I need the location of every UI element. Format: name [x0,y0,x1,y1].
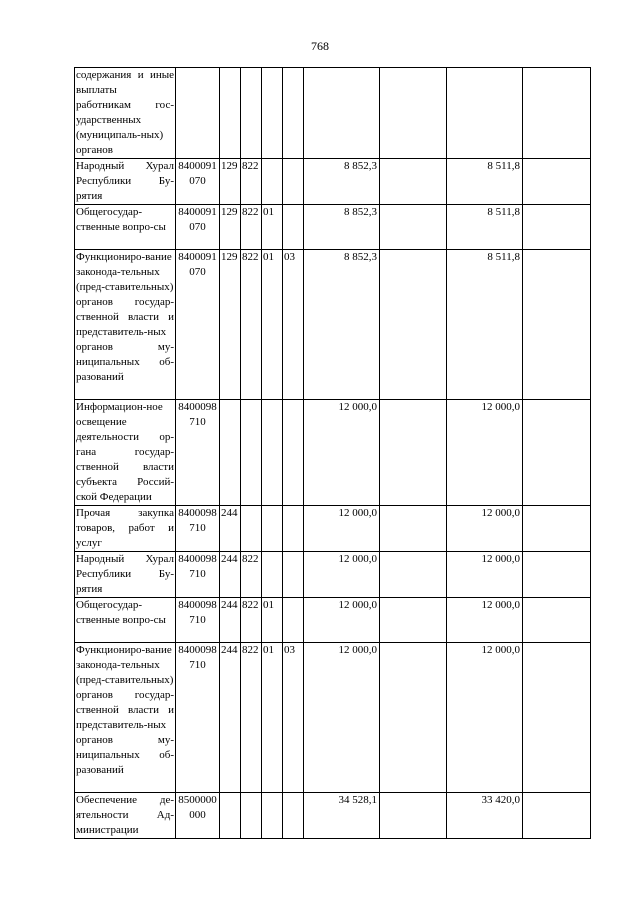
amount-1-cell: 8 852,3 [304,205,380,250]
amount-3-cell [523,598,591,643]
admin-code-cell: 822 [241,552,262,598]
amount-2-cell: 33 420,0 [447,793,523,839]
amount-2-cell: 8 511,8 [447,205,523,250]
expense-type-cell: 244 [220,643,241,793]
empty-cell [380,643,447,793]
amount-2-cell: 12 000,0 [447,643,523,793]
admin-code-cell [241,793,262,839]
section-cell [262,400,283,506]
empty-cell [380,250,447,400]
amount-1-cell: 12 000,0 [304,506,380,552]
section-cell: 01 [262,205,283,250]
amount-1-cell: 12 000,0 [304,643,380,793]
table-row [75,643,591,793]
table-row [75,205,591,250]
section-cell [262,506,283,552]
section-cell: 01 [262,643,283,793]
admin-code-cell: 822 [241,250,262,400]
section-cell: 01 [262,598,283,643]
amount-2-cell: 12 000,0 [447,552,523,598]
amount-2-cell: 12 000,0 [447,400,523,506]
row-name-cell: Обеспечение де-ятельности Ад-министрации [75,793,176,839]
expense-type-cell: 129 [220,205,241,250]
empty-cell [380,159,447,205]
subsection-cell [283,159,304,205]
table-row [75,400,591,506]
expense-type-cell [220,793,241,839]
admin-code-cell [241,506,262,552]
target-article-cell: 8400098710 [176,552,220,598]
amount-3-cell [523,159,591,205]
table-row [75,552,591,598]
row-name-cell: Функциониро-вание законода-тельных (пред-ставительных) органов государ-ственной власти и представитель-ных органов му-ниципальных об-разований [75,643,176,793]
table-body [75,68,591,839]
expense-type-cell: 244 [220,506,241,552]
section-cell [262,793,283,839]
subsection-cell: 03 [283,643,304,793]
row-name-cell: Функциониро-вание законода-тельных (пред-ставительных) органов государ-ственной власти и представитель-ных органов му-ниципальных об-разований [75,250,176,400]
row-name-cell: содержания и иные выплаты работникам гос-ударственных (муниципаль-ных) органов [75,68,176,159]
empty-cell [380,598,447,643]
subsection-cell [283,793,304,839]
amount-1-cell: 12 000,0 [304,598,380,643]
expense-type-cell [220,68,241,159]
empty-cell [380,68,447,159]
expense-type-cell: 244 [220,552,241,598]
amount-2-cell [447,68,523,159]
target-article-cell [176,68,220,159]
target-article-cell: 8400091070 [176,159,220,205]
amount-2-cell: 12 000,0 [447,506,523,552]
target-article-cell: 8400091070 [176,250,220,400]
amount-1-cell: 12 000,0 [304,552,380,598]
subsection-cell [283,68,304,159]
table-row [75,598,591,643]
section-cell [262,552,283,598]
page-number: 768 [311,39,329,53]
row-name-cell: Народный Хурал Республики Бу-рятия [75,159,176,205]
section-cell [262,159,283,205]
amount-1-cell: 8 852,3 [304,250,380,400]
row-name-cell: Прочая закупка товаров, работ и услуг [75,506,176,552]
amount-3-cell [523,643,591,793]
target-article-cell: 8400098710 [176,400,220,506]
target-article-cell: 8400091070 [176,205,220,250]
subsection-cell [283,506,304,552]
budget-table [74,67,591,839]
empty-cell [380,400,447,506]
amount-3-cell [523,205,591,250]
empty-cell [380,793,447,839]
admin-code-cell [241,68,262,159]
amount-3-cell [523,68,591,159]
target-article-cell: 8400098710 [176,598,220,643]
amount-2-cell: 8 511,8 [447,159,523,205]
admin-code-cell: 822 [241,205,262,250]
row-name-cell: Народный Хурал Республики Бу-рятия [75,552,176,598]
expense-type-cell: 129 [220,250,241,400]
table-row [75,506,591,552]
table-row [75,68,591,159]
amount-3-cell [523,793,591,839]
expense-type-cell [220,400,241,506]
empty-cell [380,205,447,250]
subsection-cell: 03 [283,250,304,400]
target-article-cell: 8500000000 [176,793,220,839]
row-name-cell: Общегосудар-ственные вопро-сы [75,598,176,643]
amount-3-cell [523,506,591,552]
admin-code-cell: 822 [241,598,262,643]
amount-1-cell [304,68,380,159]
row-name-cell: Информацион-ное освещение деятельности ор-гана государ-ственной власти субъекта Россий-ской Федерации [75,400,176,506]
amount-1-cell: 8 852,3 [304,159,380,205]
subsection-cell [283,400,304,506]
amount-1-cell: 12 000,0 [304,400,380,506]
section-cell: 01 [262,250,283,400]
expense-type-cell: 244 [220,598,241,643]
target-article-cell: 8400098710 [176,643,220,793]
amount-2-cell: 8 511,8 [447,250,523,400]
table-row [75,159,591,205]
expense-type-cell: 129 [220,159,241,205]
empty-cell [380,506,447,552]
admin-code-cell: 822 [241,643,262,793]
amount-3-cell [523,552,591,598]
row-name-cell: Общегосудар-ственные вопро-сы [75,205,176,250]
admin-code-cell [241,400,262,506]
amount-1-cell: 34 528,1 [304,793,380,839]
amount-3-cell [523,400,591,506]
empty-cell [380,552,447,598]
amount-3-cell [523,250,591,400]
subsection-cell [283,598,304,643]
admin-code-cell: 822 [241,159,262,205]
section-cell [262,68,283,159]
subsection-cell [283,205,304,250]
subsection-cell [283,552,304,598]
table-row [75,793,591,839]
target-article-cell: 8400098710 [176,506,220,552]
table-row [75,250,591,400]
amount-2-cell: 12 000,0 [447,598,523,643]
